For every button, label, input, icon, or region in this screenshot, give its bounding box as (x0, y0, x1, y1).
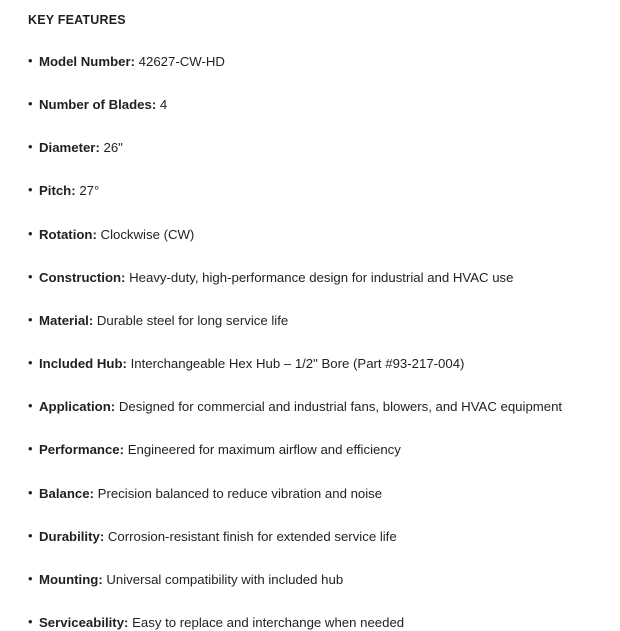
list-item-text (39, 571, 602, 588)
list-item-text (39, 226, 602, 243)
list-item-label: Application: (39, 399, 116, 415)
page-title: KEY FEATURES (28, 13, 126, 27)
list-item-value: Heavy-duty, high-performance design for industrial and HVAC use (129, 269, 514, 285)
list-item-label: Durability: (39, 528, 105, 544)
list-item-value: Precision balanced to reduce vibration and noise (97, 485, 383, 501)
bullet-icon: • (28, 182, 33, 198)
list-item (28, 53, 602, 70)
list-item-value: Interchangeable Hex Hub – 1/2" Bore (Part #93-217-004) (130, 356, 465, 372)
list-item (28, 226, 602, 243)
bullet-icon: • (28, 570, 33, 586)
bullet-icon: • (28, 139, 33, 155)
bullet-icon: • (28, 527, 33, 543)
list-item-text (39, 53, 602, 70)
list-item-label: Material: (39, 312, 94, 328)
list-item-value: Durable steel for long service life (96, 312, 289, 328)
list-item-label: Included Hub: (39, 356, 127, 372)
list-item-text (39, 269, 602, 286)
list-item-label: Balance: (39, 485, 94, 501)
list-item (28, 528, 602, 545)
list-item (28, 96, 602, 113)
list-item-label: Diameter: (39, 140, 100, 156)
list-item-text (39, 139, 602, 156)
list-item-label: Construction: (39, 269, 126, 285)
list-item (28, 614, 602, 631)
bullet-icon: • (28, 311, 33, 327)
list-item (28, 182, 602, 199)
list-item-label: Serviceability: (39, 615, 129, 631)
list-item-text (39, 96, 602, 113)
list-item-label: Pitch: (39, 183, 76, 199)
bullet-icon: • (28, 484, 33, 500)
list-item-label: Mounting: (39, 571, 103, 587)
list-item-text (39, 398, 602, 415)
list-item-text (39, 312, 602, 329)
list-item-value: Engineered for maximum airflow and efficiency (127, 442, 401, 458)
list-item-value: Designed for commercial and industrial fans, blowers, and HVAC equipment (118, 399, 563, 415)
bullet-icon: • (28, 96, 33, 112)
list-item-value: 27° (79, 183, 100, 199)
list-item (28, 441, 602, 458)
list-item (28, 398, 602, 415)
list-item (28, 485, 602, 502)
bullet-icon: • (28, 225, 33, 241)
list-item-value: 42627-CW-HD (138, 54, 225, 69)
key-features-list (28, 53, 602, 631)
list-item-value: Easy to replace and interchange when needed (132, 615, 405, 631)
bullet-icon: • (28, 398, 33, 414)
list-item-label: Model Number: (39, 54, 135, 69)
list-item-value: Universal compatibility with included hub (106, 571, 344, 587)
list-item-value: 4 (159, 97, 168, 113)
list-item-text (39, 614, 602, 631)
list-item-text (39, 441, 602, 458)
list-item-text (39, 182, 602, 199)
left-margin-rule (0, 0, 6, 587)
list-item-label: Rotation: (39, 226, 97, 242)
list-item-value: Corrosion-resistant finish for extended service life (107, 528, 397, 544)
list-item-value: Clockwise (CW) (100, 226, 195, 242)
list-item-label: Number of Blades: (39, 97, 157, 113)
list-item (28, 571, 602, 588)
list-item-text (39, 355, 602, 372)
list-item-text (39, 528, 602, 545)
list-item (28, 269, 602, 286)
list-item-label: Performance: (39, 442, 125, 458)
list-item (28, 139, 602, 156)
list-item (28, 355, 602, 372)
list-item-value: 26" (103, 140, 123, 156)
list-item-text (39, 485, 602, 502)
bullet-icon: • (28, 268, 33, 284)
bullet-icon: • (28, 355, 33, 371)
bullet-icon: • (28, 614, 33, 630)
bullet-icon: • (28, 441, 33, 457)
bullet-icon: • (28, 53, 33, 68)
list-item (28, 312, 602, 329)
